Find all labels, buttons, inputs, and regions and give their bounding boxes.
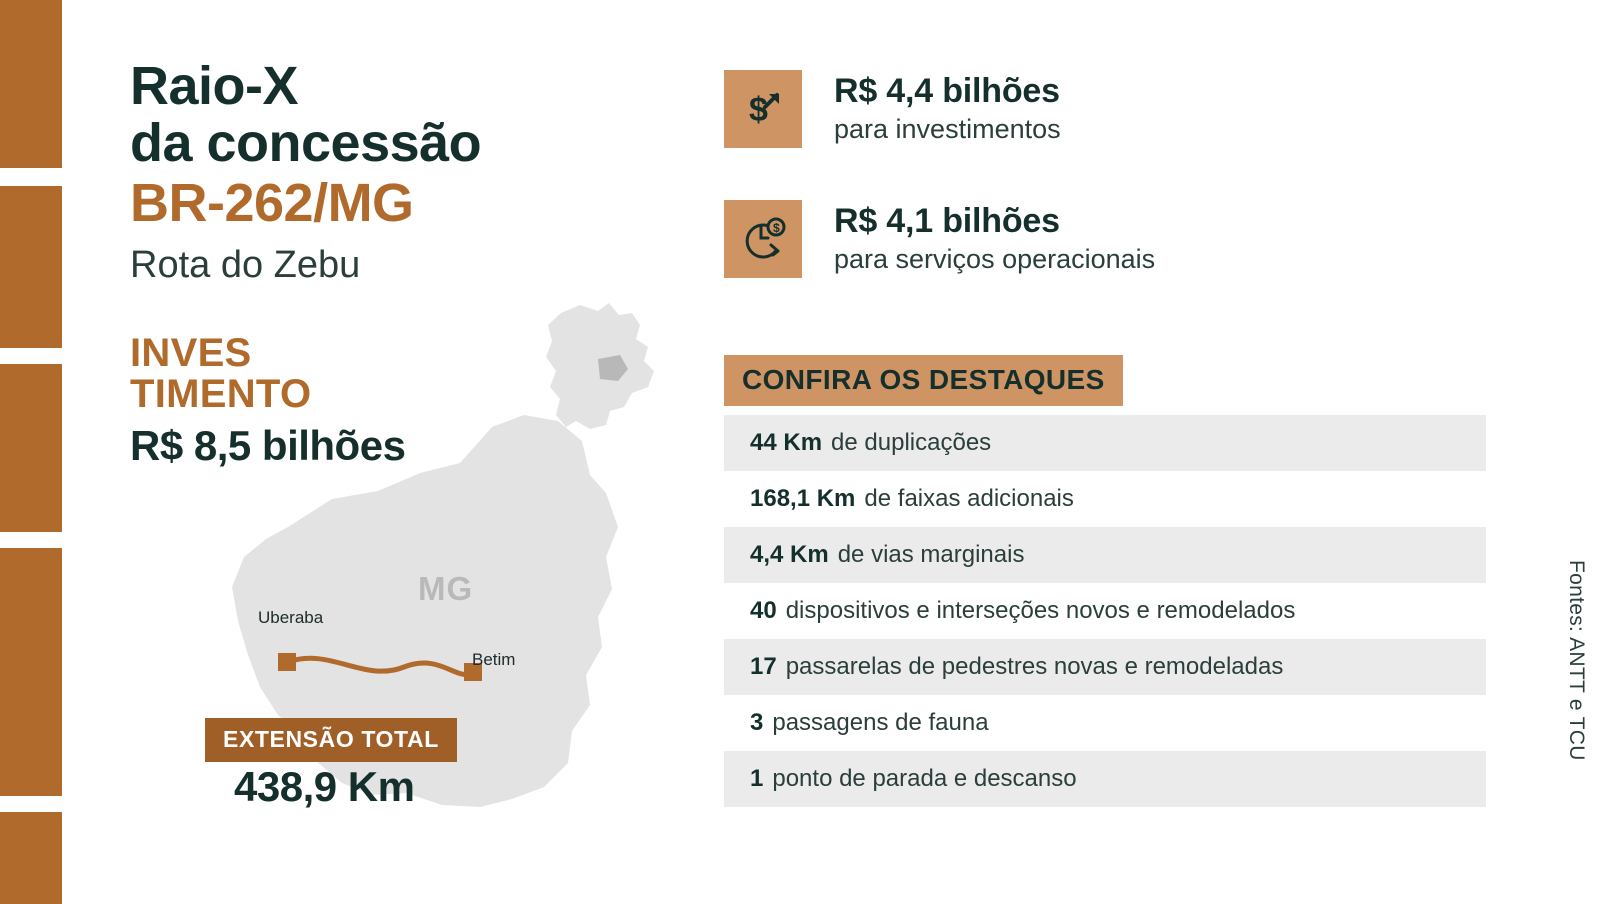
- left-bar-segment: [0, 812, 62, 904]
- list-item-text: passarelas de pedestres novas e remodeladas: [785, 653, 1284, 680]
- investment-label-line1: INVES: [130, 330, 252, 375]
- list-item: [724, 751, 1486, 807]
- highlights-list: [724, 415, 1486, 807]
- stat-description: para serviços operacionais: [834, 244, 1156, 275]
- stat-value: R$ 4,1 bilhões: [834, 202, 1060, 241]
- list-item-text: de duplicações: [831, 429, 992, 456]
- svg-text:$: $: [749, 91, 768, 129]
- list-item: [724, 415, 1486, 471]
- list-item-text: de faixas adicionais: [864, 485, 1074, 512]
- highlights-header: CONFIRA OS DESTAQUES: [724, 355, 1123, 406]
- stat-description: para investimentos: [834, 114, 1061, 145]
- list-item: [724, 471, 1486, 527]
- stat-servicos-operacionais: [724, 200, 1155, 278]
- investment-label: [130, 330, 710, 416]
- list-item-amount: 1: [750, 765, 764, 792]
- list-item-text: ponto de parada e descanso: [772, 765, 1077, 792]
- headline-block: [130, 58, 710, 470]
- map-state-label: MG: [418, 570, 474, 607]
- list-item-text: dispositivos e interseções novos e remodelados: [785, 597, 1296, 624]
- page-title-line2: da concessão: [130, 112, 482, 173]
- clock-dollar-icon: [724, 200, 802, 278]
- list-item: [724, 639, 1486, 695]
- page-title-line1: Raio-X: [130, 56, 299, 116]
- map-city-label-betim: Betim: [472, 650, 516, 669]
- stat-value: R$ 4,4 bilhões: [834, 72, 1060, 111]
- list-item-amount: 17: [750, 653, 777, 680]
- list-item-text: de vias marginais: [837, 541, 1025, 568]
- page-title-highway: BR-262/MG: [130, 173, 414, 234]
- dollar-growth-icon: [724, 70, 802, 148]
- extension-total-value: 438,9 Km: [234, 763, 415, 810]
- left-bar-segment: [0, 186, 62, 348]
- left-bar-segment: [0, 0, 62, 168]
- list-item: [724, 583, 1486, 639]
- list-item: [724, 527, 1486, 583]
- page-subtitle: Rota do Zebu: [130, 243, 361, 286]
- list-item-amount: 3: [750, 709, 764, 736]
- list-item-amount: 168,1 Km: [750, 485, 856, 512]
- investment-value: R$ 8,5 bilhões: [130, 422, 406, 470]
- left-bar-segment: [0, 548, 62, 796]
- stat-investimentos: [724, 70, 1061, 148]
- list-item-amount: 40: [750, 597, 777, 624]
- svg-text:$: $: [773, 221, 780, 235]
- stat-text-block: [834, 72, 1061, 145]
- stat-text-block: [834, 202, 1155, 275]
- list-item-amount: 4,4 Km: [750, 541, 829, 568]
- list-item: [724, 695, 1486, 751]
- investment-label-line2: TIMENTO: [130, 371, 312, 416]
- left-bar-segment: [0, 364, 62, 532]
- source-credit: Fontes: ANTT e TCU: [1565, 560, 1588, 761]
- map-city-label-uberaba: Uberaba: [258, 608, 324, 627]
- list-item-text: passagens de fauna: [772, 709, 989, 736]
- route-start-marker: [278, 653, 296, 671]
- extension-total-badge: EXTENSÃO TOTAL: [205, 718, 457, 762]
- decorative-left-bar: [0, 0, 62, 904]
- list-item-amount: 44 Km: [750, 429, 823, 456]
